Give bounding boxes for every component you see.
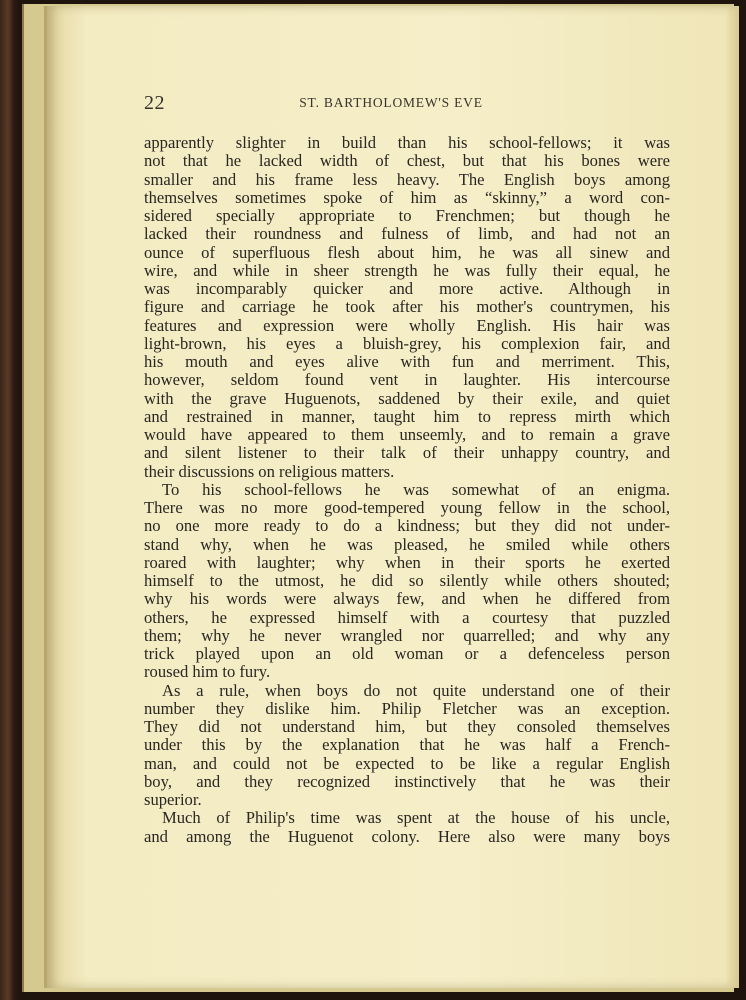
text-line: and among the Huguenot colony. Here also were many boys [144,826,670,846]
text-line: under this by the explanation that he was half a French- [144,735,670,755]
text-line: roared with laughter; why when in their sports he exerted [144,552,670,572]
text-line: their discussions on religious matters. [144,461,395,481]
text-line: number they dislike him. Philip Fletcher was an exception. [144,698,670,718]
text-line: his mouth and eyes alive with fun and merriment. This, [144,352,670,371]
text-line: Much of Philip's time was spent at the house of his uncle, [162,808,670,828]
text-line: however, seldom found vent in laughter. His intercourse [144,370,670,390]
paragraph [144,481,670,682]
page-edge-shadow [725,6,739,988]
text-line: no one more ready to do a kindness; but they did not under- [144,516,670,536]
paragraph [144,134,670,481]
text-line: light-brown, his eyes a bluish-grey, his complexion fair, and [144,333,670,353]
running-head: ST. BARTHOLOMEW'S EVE [299,95,483,110]
text-line: apparently slighter in build than his school-fellows; it was [144,133,670,152]
text-line: and silent listener to their talk of their unhappy country, and [144,443,670,463]
text-line: superior. [144,790,202,809]
text-line: not that he lacked width of chest, but that his bones were [144,151,670,171]
paragraph [144,809,670,846]
text-line: man, and could not be expected to be like a regular English [144,753,670,773]
body-text [144,134,670,846]
text-line: them; why he never wrangled nor quarrelled; and why any [144,625,670,645]
paragraph [144,682,670,810]
text-line: others, he expressed himself with a courtesy that puzzled [144,607,670,627]
text-line: lacked their roundness and fulness of limb, and had not an [144,224,670,244]
text-line: roused him to fury. [144,662,271,682]
text-line: figure and carriage he took after his mother's countrymen, his [144,297,670,317]
text-line: stand why, when he was pleased, he smiled while others [144,534,670,554]
text-line: smaller and his frame less heavy. The English boys among [144,169,670,189]
text-line: and restrained in manner, taught him to repress mirth which [144,406,670,426]
text-line: was incomparably quicker and more active. Although in [144,279,670,298]
text-line: ounce of superfluous flesh about him, he was all sinew and [144,242,670,262]
text-line: trick played upon an old woman or a defenceless person [144,644,670,663]
page-header [144,92,610,116]
text-line: There was no more good-tempered young fellow in the school, [144,498,670,517]
text-line: sidered specially appropriate to Frenchmen; but though he [144,206,670,225]
text-line: himself to the utmost, he did so silently while others shouted; [144,571,670,590]
text-line: features and expression were wholly English. His hair was [144,315,670,335]
text-line: They did not understand him, but they consoled themselves [144,717,670,736]
text-line: with the grave Huguenots, saddened by their exile, and quiet [144,388,670,408]
text-line: To his school-fellows he was somewhat of an enigma. [162,479,670,499]
text-line: wire, and while in sheer strength he was fully their equal, he [144,260,670,280]
text-line: why his words were always few, and when he differed from [144,589,670,609]
text-line: As a rule, when boys do not quite understand one of their [162,680,670,700]
text-line: themselves sometimes spoke of him as “skinny,” a word con- [144,187,670,207]
text-line: would have appeared to them unseemly, and to remain a grave [144,425,670,444]
page-number: 22 [144,92,165,114]
text-line: boy, and they recognized instinctively that he was their [144,771,670,791]
